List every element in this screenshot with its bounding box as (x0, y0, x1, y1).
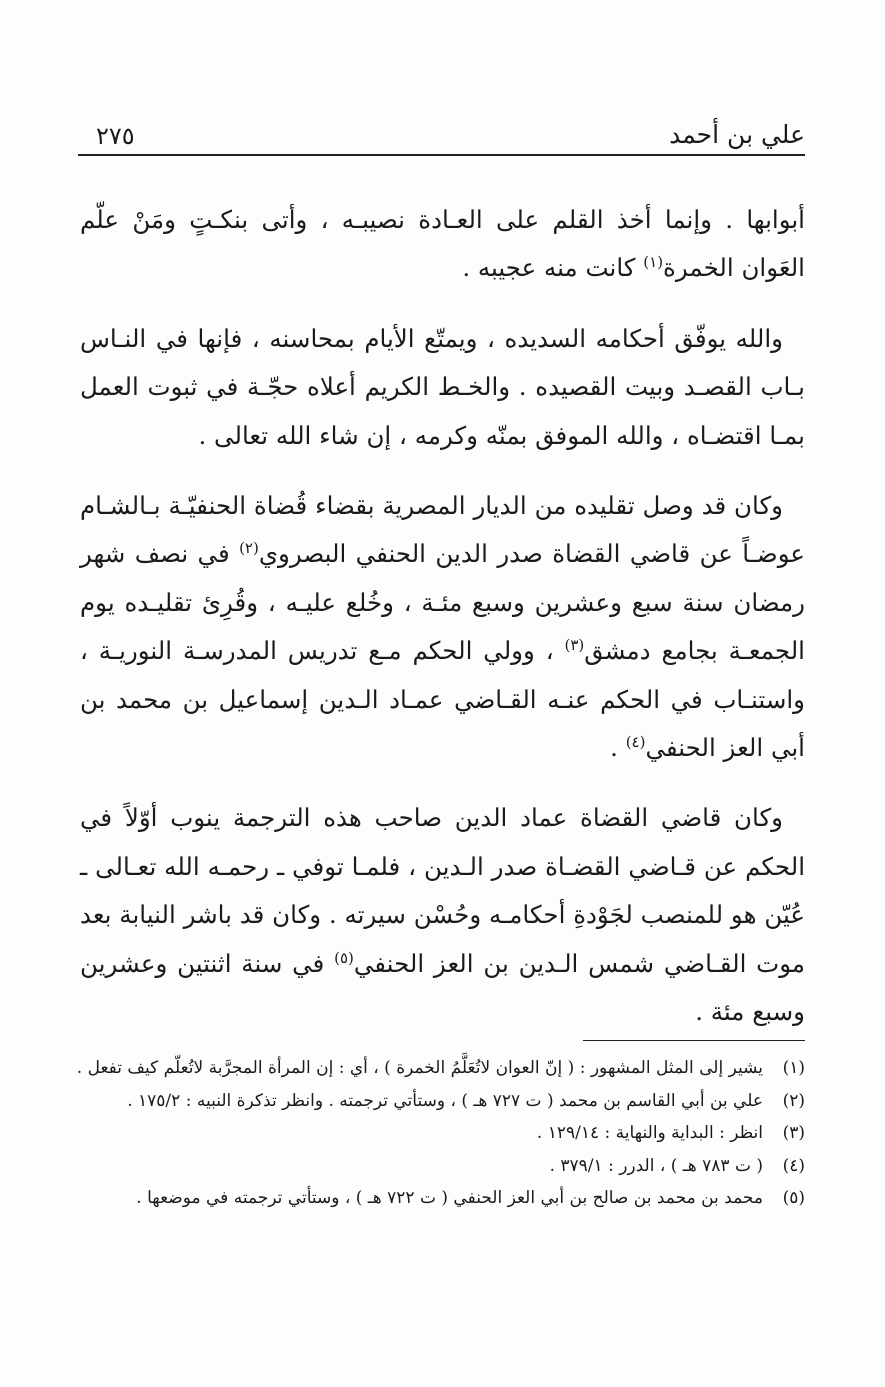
footnote (125, 1150, 805, 1183)
footnote (125, 1085, 805, 1118)
page-number: ٢٧٥ (96, 122, 135, 150)
paragraph-2: والله يوفّق أحكامه السديده ، ويمتّع الأيام بمحاسنه ، فإنها في النـاس بـاب القصـد وبيت القصيده . والخـط الكريم أعلاه حجّـة في ثبوت العمل بمـا اقتضـاه ، والله الموفق بمنّه وكرمه ، إن شاء الله تعالى . (80, 323, 805, 450)
footnote-number: (٥) (782, 1188, 805, 1208)
footnote-number: (٤) (782, 1155, 805, 1176)
footnote-text: محمد بن محمد بن صالح بن أبي العز الحنفي ( ت ٧٢٢ هـ ) ، وستأتي ترجمته في موضعها . (136, 1188, 763, 1208)
footnote-ref-5: (٥) (334, 948, 354, 967)
footnote-number: (١) (782, 1058, 805, 1078)
footnote (125, 1117, 805, 1150)
page-header (80, 118, 805, 156)
paragraph-4: وكان قاضي القضاة عماد الدين صاحب هذه الترجمة ينوب أوّلاً في الحكم عن قـاضي القضـاة صدر الـدين ، فلمـا توفي ـ رحمـه الله تعـالى ـ عُيّن هو للمنصب لجَوْدةِ أحكامـه وحُسْن سيرته . وكان قد باشر النيابة بعد موت القـاضي شمس الـدين بن العز الحنفي$^{(٥)}$ في سنة اثنتين وعشرين وسبع مئة . (80, 803, 806, 1027)
footnote-ref-1: (١) (643, 253, 664, 272)
footnote-text: علي بن أبي القاسم بن محمد ( ت ٧٢٧ هـ ) ، وستأتي ترجمته . وانظر تذكرة النبيه : ١٧٥/٢ . (127, 1090, 763, 1111)
paragraph-3: وكان قد وصل تقليده من الديار المصرية بقضاء قُضاة الحنفيّـة بـالشـام عوضـاً عن قاضي القضاة صدر الدين الحنفي البصروي$^{(٢)}$ في نصف شهر رمضان سنة سبع وعشرين وسبع مئـة ، وخُلع عليـه ، وقُرِئ تقليـده يوم الجمعـة بجامع دمشق$^{(٣)}$ ، وولي الحكم مـع تدريس المدرسـة النوريـة ، واستنـاب في الحكم عنـه القـاضي عمـاد الـدين إسماعيل بن محمد بن أبي العز الحنفي$^{(٤)}$ . (80, 491, 805, 763)
footnote-text: يشير إلى المثل المشهور : ( إنّ العوان لاتُعَلَّمُ الخمرة ) ، أي : إن المرأة المجرَّبة لاتُعلّم كيف تفعل . (76, 1058, 763, 1078)
footnote-number: (٢) (782, 1090, 805, 1111)
footnote (125, 1182, 805, 1215)
running-title: علي بن أحمد (669, 120, 805, 149)
footnote-ref-2: (٢) (239, 539, 259, 558)
main-text (80, 196, 805, 1059)
paragraph-1: أبوابها . وإنما أخذ القلم على العـادة نصيبـه ، وأتى بنكـتٍ ومَنْ علّم العَوان الخمرة$^{(١)}$ كانت منه عجيبه . (80, 205, 805, 283)
footnotes (76, 1052, 805, 1215)
header-rule (78, 154, 805, 156)
footnote-text: ( ت ٧٨٣ هـ ) ، الدرر : ٣٧٩/١ . (549, 1155, 763, 1176)
footnote-separator (583, 1040, 805, 1041)
footnote (76, 1052, 805, 1085)
footnote-text: انظر : البداية والنهاية : ١٢٩/١٤ . (536, 1123, 763, 1143)
footnote-number: (٣) (782, 1123, 805, 1143)
footnote-ref-4: (٤) (625, 732, 646, 751)
footnote-ref-3: (٣) (564, 636, 585, 655)
